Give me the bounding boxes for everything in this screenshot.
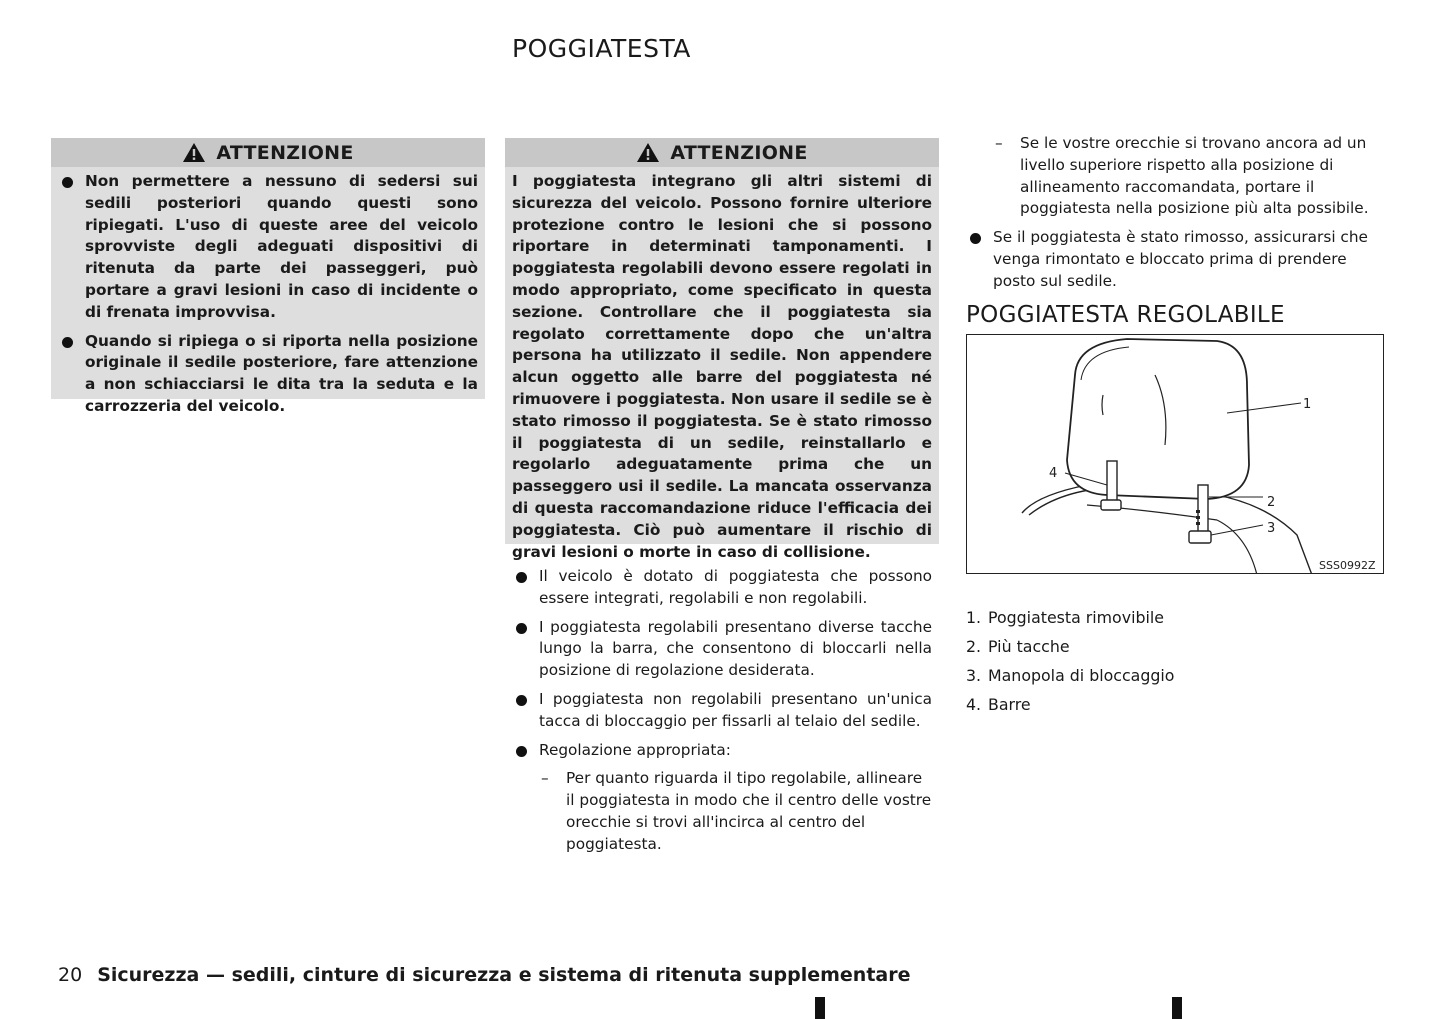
page-title: POGGIATESTA (512, 34, 691, 63)
warning-item: Non permettere a nessuno di sedersi sui sedili posteriori quando questi sono ripiegati. L'uso di queste aree del veicolo sprovviste degli adeguati dispositivi di ritenuta da parte dei passeggeri, può portare a gravi lesioni in caso di incidente o di frenata improvvisa. (58, 171, 478, 324)
dash-item-text: Per quanto riguarda il tipo regolabile, allineare il poggiatesta in modo che il centro delle vostre orecchie si trovi all'incirca al centro del poggiatesta. (566, 769, 932, 853)
figure-code: SSS0992Z (1319, 559, 1376, 572)
legend-num: 2. (966, 637, 982, 656)
warning-heading-text: ATTENZIONE (216, 141, 354, 164)
legend-label: Barre (988, 695, 1031, 714)
list-item: I poggiatesta regolabili presentano diverse tacche lungo la barra, che consentono di bloccarli nella posizione di regolazione desiderata. (512, 617, 932, 682)
legend-item (966, 608, 1174, 637)
callout-2: 2 (1267, 495, 1276, 510)
page-number: 20 (58, 964, 83, 986)
page-footer (58, 964, 911, 986)
list-item: Se il poggiatesta è stato rimosso, assicurarsi che venga rimontato e bloccato prima di prendere posto sul sedile. (966, 227, 1386, 292)
dash-item (993, 133, 1386, 220)
legend-label: Manopola di bloccaggio (988, 666, 1175, 685)
legend-item (966, 637, 1174, 666)
list-item: I poggiatesta non regolabili presentano un'unica tacca di bloccaggio per fissarli al telaio del sedile. (512, 689, 932, 733)
crop-mark (1172, 997, 1182, 1019)
warning-item: Quando si ripiega o si riporta nella posizione originale il sedile posteriore, fare attenzione a non schiacciarsi le dita tra la seduta e la carrozzeria del veicolo. (58, 331, 478, 418)
callout-4: 4 (1049, 466, 1058, 481)
figure-legend (966, 608, 1174, 724)
section-heading: POGGIATESTA REGOLABILE (966, 302, 1285, 328)
crop-mark (815, 997, 825, 1019)
legend-item (966, 695, 1174, 724)
legend-item (966, 666, 1174, 695)
callout-1: 1 (1303, 397, 1312, 412)
headrest-figure (966, 334, 1384, 574)
right-content (966, 133, 1386, 300)
legend-label: Poggiatesta rimovibile (988, 608, 1164, 627)
warning-heading-text: ATTENZIONE (670, 141, 808, 164)
callout-3: 3 (1267, 521, 1276, 536)
legend-num: 4. (966, 695, 982, 714)
warning-box-left (51, 138, 485, 415)
list-item: Il veicolo è dotato di poggiatesta che possono essere integrati, regolabili e non regolabili. (512, 566, 932, 610)
middle-content (512, 566, 932, 856)
list-item: Regolazione appropriata: (512, 740, 932, 762)
dash-item-text: Se le vostre orecchie si trovano ancora ad un livello superiore rispetto alla posizione di allineamento raccomandata, portare il poggiatesta nella posizione più alta possibile. (1020, 134, 1369, 218)
footer-title: Sicurezza — sedili, cinture di sicurezza e sistema di ritenuta supplementare (97, 964, 911, 986)
legend-num: 1. (966, 608, 982, 627)
warning-text: I poggiatesta integrano gli altri sistemi di sicurezza del veicolo. Possono fornire ulteriore protezione contro le lesioni che si possono riportare in determinati tamponamenti. I poggiatesta regolabili devono essere regolati in modo appropriato, come specificato in questa sezione. Controllare che il poggiatesta sia regolato correttamente dopo che un'altra persona ha utilizzato il sedile. Non appendere alcun oggetto alle barre del poggiatesta né rimuovere i poggiatesta. Non usare il sedile se è stato rimosso il poggiatesta. Se è stato rimosso il poggiatesta di un sedile, reinstallarlo e regolarlo adeguatamente prima che un passeggero usi il sedile. La mancata osservanza di questa raccomandazione riduce l'efficacia dei poggiatesta. Ciò può aumentare il rischio di gravi lesioni o morte in caso di collisione. (512, 172, 932, 561)
warning-heading (505, 138, 939, 167)
warning-box-middle (505, 138, 939, 561)
legend-label: Più tacche (988, 637, 1070, 656)
headrest-illustration (967, 335, 1384, 574)
warning-triangle-icon (182, 142, 206, 163)
warning-triangle-icon (636, 142, 660, 163)
dash-item (539, 768, 932, 855)
warning-heading (51, 138, 485, 167)
legend-num: 3. (966, 666, 982, 685)
